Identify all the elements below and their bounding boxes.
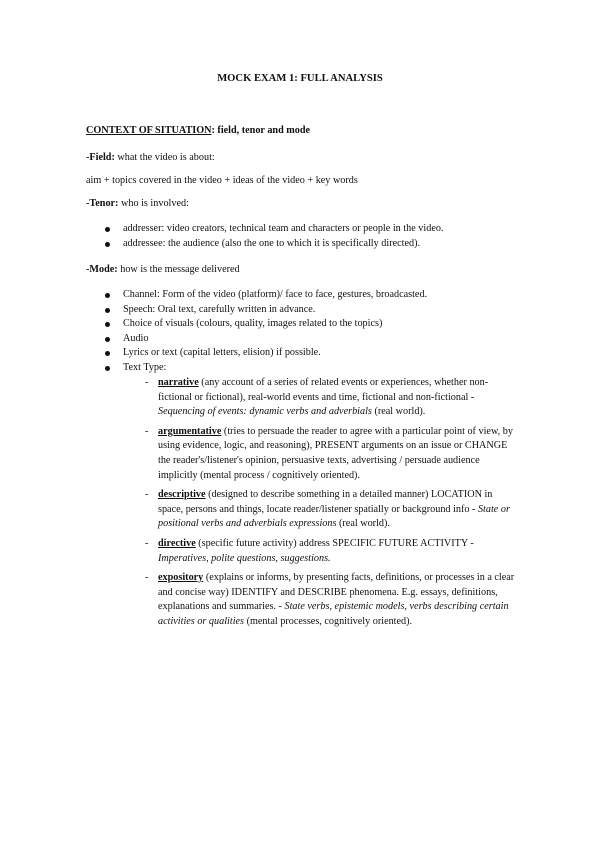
text-type-desc: (specific future activity) address SPECIFIC FUTURE ACTIVITY -: [195, 537, 474, 549]
list-item: [105, 222, 443, 237]
bullet-icon: [105, 351, 110, 356]
text-type-desc: (explains or informs, by presenting facts, definitions, or processes in a clear and concise way) IDENTIFY and DESCRIBE phenomena. E.g. essays, definitions, explanations and summaries. -: [158, 572, 515, 613]
bullet-icon: [105, 242, 110, 247]
context-heading: [86, 124, 310, 139]
list-item-text: Text Type:: [123, 361, 167, 373]
text-type-desc: (any account of a series of related events or experiences, whether non-fictional or fictional), real-world events and time, fictional and non-fictional -: [158, 377, 489, 403]
text-type-italic: State verbs, epistemic models, verbs describing certain activities or qualities: [158, 601, 509, 627]
field-label: -Field:: [86, 152, 115, 163]
list-item-text: Choice of visuals (colours, quality, images related to the topics): [123, 318, 383, 330]
bullet-icon: [105, 227, 110, 232]
list-item-text: Speech: Oral text, carefully written in advance.: [123, 303, 316, 315]
text-type-directive: [145, 537, 517, 566]
tenor-label: -Tenor:: [86, 198, 119, 209]
text-type-tail: (real world).: [371, 406, 426, 418]
text-type-term: narrative: [158, 377, 199, 388]
text-type-tail: (mental processes, cognitively oriented).: [244, 615, 413, 627]
context-heading-label: CONTEXT OF SITUATION: [86, 125, 212, 136]
field-heading: [86, 151, 215, 166]
text-type-desc: (designed to describe something in a detailed manner) LOCATION in space, persons and things, locate reader/listener spatially or background info -: [158, 489, 493, 515]
field-detail: aim + topics covered in the video + ideas of the video + key words: [86, 175, 358, 186]
dash-marker: -: [145, 425, 149, 437]
text-type-tail: (real world).: [336, 518, 390, 530]
list-item: [105, 288, 427, 303]
tenor-list: [105, 222, 443, 251]
dash-marker: -: [145, 489, 149, 501]
mode-list: [105, 288, 427, 376]
field-desc: what the video is about:: [114, 152, 215, 163]
text-type-term: expository: [158, 572, 204, 584]
list-item: [105, 237, 443, 252]
list-item: [105, 332, 427, 347]
list-item: [105, 361, 427, 376]
text-type-expository: [145, 571, 517, 629]
context-heading-sub: : field, tenor and mode: [211, 125, 311, 136]
text-type-term: argumentative: [158, 425, 222, 437]
dash-marker: -: [145, 377, 149, 388]
list-item-text: Lyrics or text (capital letters, elision) if possible.: [123, 347, 321, 359]
mode-heading: [86, 263, 240, 278]
bullet-icon: [105, 322, 110, 327]
list-item: [105, 346, 427, 361]
list-item: [105, 317, 427, 332]
text-type-italic: State or positional verbs and adverbials expressions: [158, 503, 510, 530]
page-title: MOCK EXAM 1: FULL ANALYSIS: [217, 73, 383, 84]
dash-marker: -: [145, 537, 149, 549]
text-type-italic: Sequencing of events: dynamic verbs and adverbials: [158, 406, 372, 418]
text-type-italic: Imperatives, polite questions, suggestions.: [158, 552, 331, 564]
list-item-text: addresser: video creators, technical team and characters or people in the video.: [123, 223, 444, 234]
tenor-heading: [86, 197, 189, 212]
text-type-term: directive: [158, 537, 196, 549]
bullet-icon: [105, 293, 110, 298]
text-type-list: [145, 376, 517, 635]
list-item-text: addressee: the audience (also the one to which it is specifically directed).: [123, 237, 421, 249]
text-type-term: descriptive: [158, 489, 206, 501]
text-type-descriptive: [145, 488, 517, 532]
mode-desc: how is the message delivered: [117, 264, 240, 275]
bullet-icon: [105, 308, 110, 313]
text-type-narrative: [145, 376, 517, 420]
tenor-desc: who is involved:: [118, 198, 189, 209]
bullet-icon: [105, 337, 110, 342]
list-item-text: Audio: [123, 332, 149, 344]
text-type-argumentative: [145, 425, 517, 483]
text-type-desc: (tries to persuade the reader to agree with a particular point of view, by using evidence, logic, and reasoning), PRESENT arguments on an issue or CHANGE the reader's/listener's opinion, persuasive texts, advertising / persuade audience implicitly (mental process / cognitively oriented).: [158, 425, 513, 481]
dash-marker: -: [145, 572, 149, 584]
list-item-text: Channel: Form of the video (platform)/ face to face, gestures, broadcasted.: [123, 289, 428, 300]
mode-label: -Mode:: [86, 264, 118, 275]
list-item: [105, 303, 427, 318]
bullet-icon: [105, 366, 110, 371]
